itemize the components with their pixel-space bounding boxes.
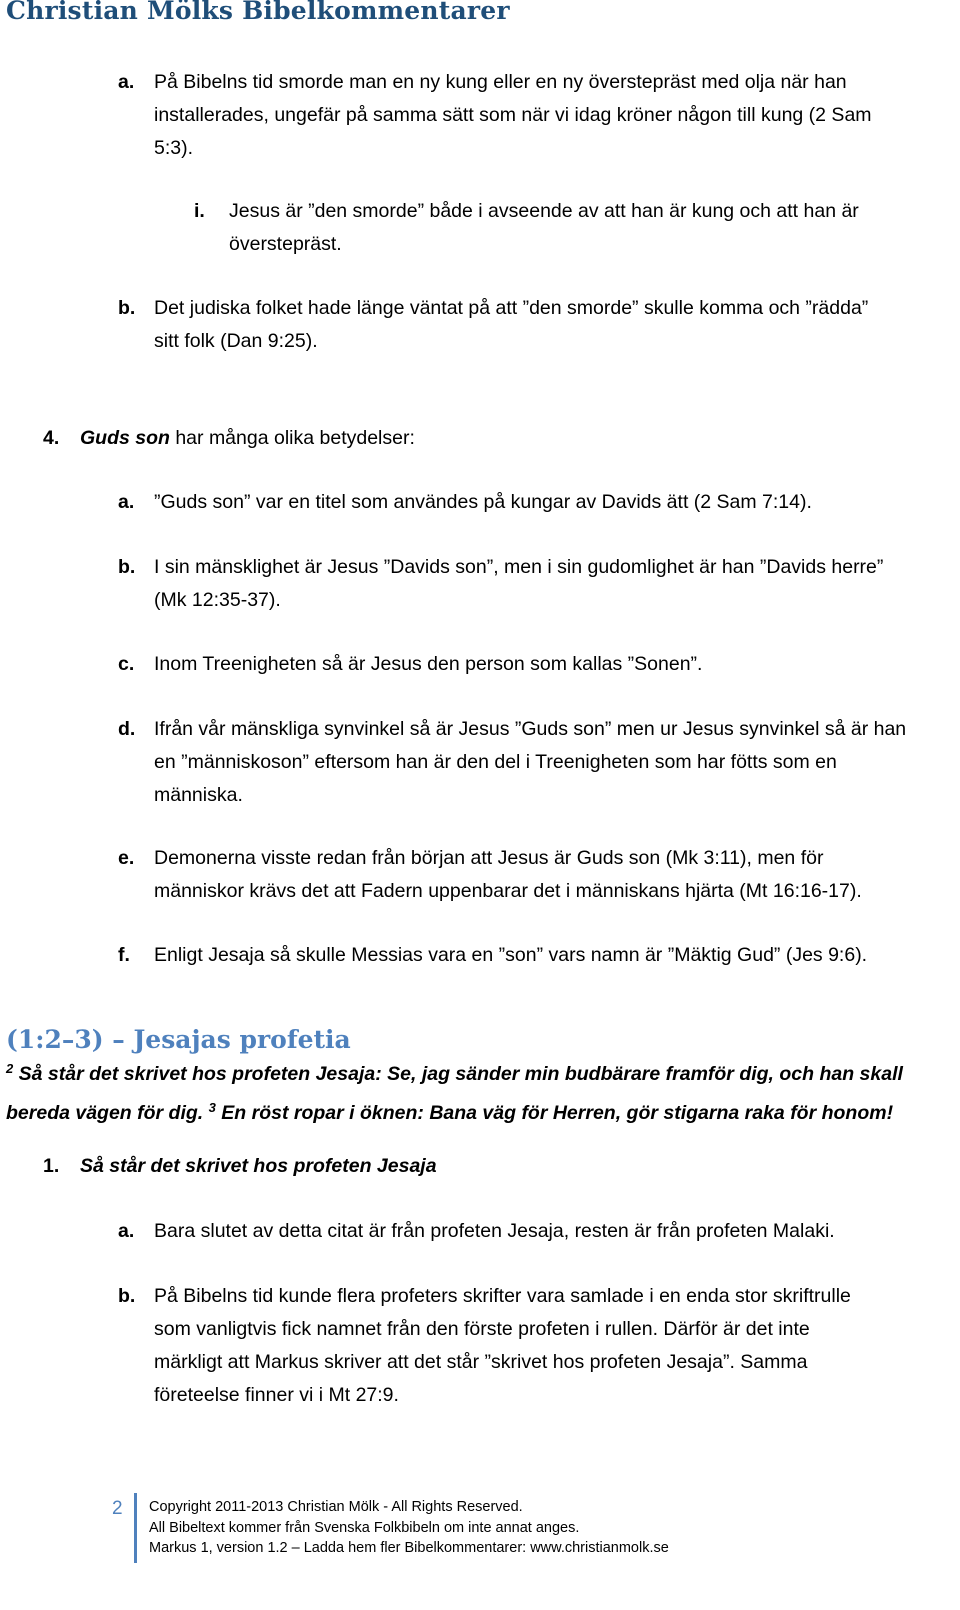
list-label: a. [118, 491, 135, 513]
list-label: a. [118, 71, 135, 93]
text-line: (Mk 12:35-37). [154, 589, 281, 611]
page-number: 2 [112, 1498, 123, 1519]
text-line: Det judiska folket hade länge väntat på att ”den smorde” skulle komma och ”rädda” [154, 297, 869, 319]
list-label: b. [118, 556, 136, 578]
text-line: På Bibelns tid smorde man en ny kung eller en ny överstepräst med olja när han [154, 71, 847, 93]
text-line: Ifrån vår mänskliga synvinkel så är Jesus ”Guds son” men ur Jesus synvinkel så är han [154, 718, 907, 740]
list-text [80, 1150, 437, 1183]
text-line: som vanligtvis fick namnet från den förste profeten i rullen. Därför är det inte [154, 1318, 810, 1340]
list-text [154, 648, 702, 681]
footer-text [149, 1497, 669, 1559]
text-line: 5:3). [154, 137, 194, 159]
text-line: en ”människoson” eftersom han är den del i Treenigheten som har fötts som en [154, 751, 837, 773]
list-text [154, 1215, 835, 1248]
list-label: 1. [43, 1155, 60, 1177]
verse-text: En röst ropar i öknen: Bana väg för Herren, gör stigarna raka för honom! [215, 1102, 894, 1124]
verse-line [6, 1052, 956, 1091]
text-line: människor krävs det att Fadern uppenbarar det i människans hjärta (Mt 16:16-17). [154, 880, 862, 902]
list-text [154, 292, 868, 358]
list-text [80, 422, 415, 455]
list-label: b. [118, 297, 136, 319]
text-line: I sin mänsklighet är Jesus ”Davids son”, men i sin gudomlighet är han ”Davids herre” [154, 556, 884, 578]
section-heading: (1:2–3) – Jesajas profetia [6, 1025, 351, 1054]
footer-divider [134, 1493, 137, 1563]
document-header-title: Christian Mölks Bibelkommentarer [6, 0, 510, 25]
list-label: e. [118, 847, 135, 869]
verse-text: bereda vägen för dig. [6, 1102, 209, 1124]
text-line: företeelse finner vi i Mt 27:9. [154, 1384, 399, 1406]
text-line: installerades, ungefär på samma sätt som när vi idag kröner någon till kung (2 Sam [154, 104, 872, 126]
list-text [154, 486, 812, 519]
text-line: överstepräst. [229, 233, 342, 255]
verse-line [6, 1091, 956, 1130]
text-line: ”Guds son” var en titel som användes på kungar av Davids ätt (2 Sam 7:14). [154, 491, 812, 513]
text-line: sitt folk (Dan 9:25). [154, 330, 318, 352]
list-label: a. [118, 1220, 135, 1242]
list-label: 4. [43, 427, 60, 449]
list-text [229, 195, 859, 261]
text-line: märkligt att Markus skriver att det står ”skrivet hos profeten Jesaja”. Samma [154, 1351, 808, 1373]
bible-verse-block [6, 1052, 956, 1130]
verse-text: Så står det skrivet hos profeten Jesaja: Se, jag sänder min budbärare framför dig, och han skall [13, 1063, 903, 1085]
list-text [154, 842, 862, 908]
list-label: i. [194, 200, 205, 222]
emphasis-text: Så står det skrivet hos profeten Jesaja [80, 1155, 437, 1177]
list-label: d. [118, 718, 136, 740]
list-text [154, 551, 883, 617]
text-line: Enligt Jesaja så skulle Messias vara en ”son” vars namn är ”Mäktig Gud” (Jes 9:6). [154, 944, 868, 966]
list-label: f. [118, 944, 130, 966]
text-line: Demonerna visste redan från början att Jesus är Guds son (Mk 3:11), men för [154, 847, 824, 869]
list-text [154, 66, 872, 165]
footer-version-link: Markus 1, version 1.2 – Ladda hem fler Bibelkommentarer: www.christianmolk.se [149, 1540, 669, 1556]
list-text [154, 1280, 851, 1412]
list-label: b. [118, 1285, 136, 1307]
text-line: Inom Treenigheten så är Jesus den person som kallas ”Sonen”. [154, 653, 703, 675]
emphasis-text: Guds son [80, 427, 170, 449]
list-label: c. [118, 653, 135, 675]
text-line: Bara slutet av detta citat är från profeten Jesaja, resten är från profeten Malaki. [154, 1220, 835, 1242]
text-line: människa. [154, 784, 243, 806]
text-line: Jesus är ”den smorde” både i avseende av att han är kung och att han är [229, 200, 859, 222]
verse-number: 2 [6, 1061, 14, 1076]
text-line: har många olika betydelser: [169, 427, 415, 449]
text-line: På Bibelns tid kunde flera profeters skrifter vara samlade i en enda stor skriftrulle [154, 1285, 851, 1307]
verse-number: 3 [208, 1100, 216, 1115]
list-text [154, 939, 867, 972]
footer-copyright: Copyright 2011-2013 Christian Mölk - All Rights Reserved. [149, 1499, 523, 1515]
list-text [154, 713, 906, 812]
footer-bible-source: All Bibeltext kommer från Svenska Folkbibeln om inte annat anges. [149, 1519, 580, 1536]
